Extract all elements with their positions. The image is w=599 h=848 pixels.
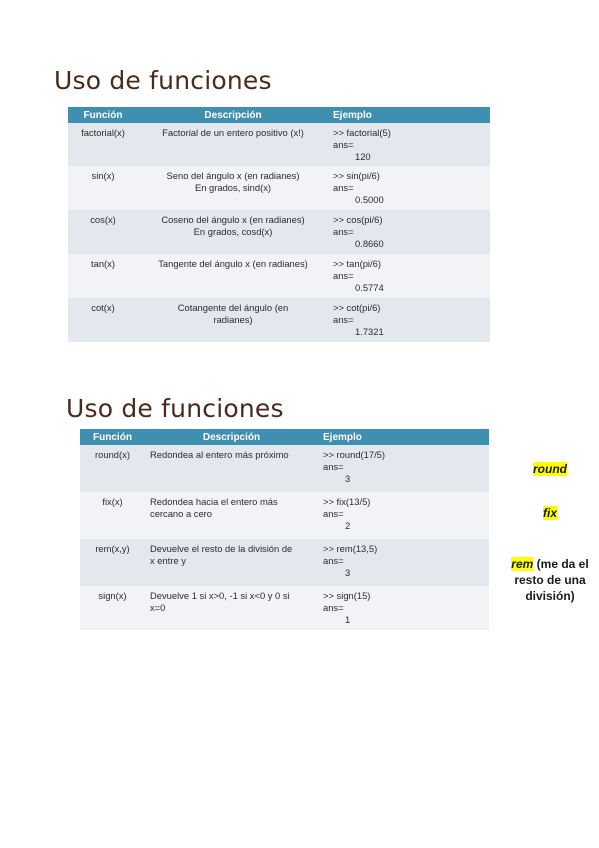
example-ans-label: ans= [333,139,354,150]
example-ans-label: ans= [333,270,354,281]
example-command: >> sign(15) [323,590,371,601]
col-header-funcion: Función [80,429,145,445]
description-cell [145,445,318,492]
example-result: 2 [345,520,351,531]
table-row [80,586,489,630]
slide2-table [80,429,489,630]
description-line: x entre y [150,555,186,566]
function-cell: fix(x) [80,492,145,539]
example-result: 0.5774 [355,282,384,293]
table-row [68,298,490,342]
description-line: Cotangente del ángulo (en [177,302,289,313]
example-cell [318,586,489,630]
table-row [68,123,490,166]
note-fix [500,506,599,520]
description-line: Coseno del ángulo x (en radianes) [161,214,305,225]
example-ans-label: ans= [323,602,344,613]
description-line: x=0 [150,602,166,613]
example-result: 3 [345,473,351,484]
description-cell [145,539,318,586]
example-result: 0.8660 [355,238,384,249]
note-rem [500,556,599,604]
function-cell: factorial(x) [68,123,138,166]
slide2-title: Uso de funciones [66,394,284,423]
description-line: Redondea hacia el entero más [150,496,278,507]
description-line: Factorial de un entero positivo (x!) [162,127,304,138]
example-ans-label: ans= [323,555,344,566]
col-header-descripcion: Descripción [145,429,318,445]
description-line: radianes) [213,314,253,325]
example-cell [328,254,490,298]
example-ans-label: ans= [333,226,354,237]
table-row [80,539,489,586]
description-line: Redondea al entero más próximo [150,449,289,460]
function-cell: round(x) [80,445,145,492]
table-row [80,492,489,539]
note-rem-text: (me da el resto de una división) [514,557,589,603]
description-line: En grados, cosd(x) [193,226,273,237]
example-command: >> sin(pi/6) [333,170,380,181]
note-fix-label: fix [542,506,557,520]
example-cell [328,210,490,254]
description-line: cercano a cero [150,508,213,519]
description-cell [145,492,318,539]
note-round [500,462,599,476]
function-cell: cos(x) [68,210,138,254]
example-cell [318,539,489,586]
function-cell: tan(x) [68,254,138,298]
description-cell [145,586,318,630]
col-header-descripcion: Descripción [138,107,328,123]
note-rem-label: rem [511,557,534,571]
function-cell: sign(x) [80,586,145,630]
example-ans-label: ans= [323,461,344,472]
description-cell [138,123,328,166]
slide1-title: Uso de funciones [54,66,272,95]
table-row [80,445,489,492]
table-row [68,166,490,210]
description-line: Seno del ángulo x (en radianes) [166,170,300,181]
example-command: >> tan(pi/6) [333,258,381,269]
example-cell [318,492,489,539]
example-cell [328,123,490,166]
description-line: Devuelve 1 si x>0, -1 si x<0 y 0 si [150,590,290,601]
function-cell: rem(x,y) [80,539,145,586]
example-command: >> cot(pi/6) [333,302,381,313]
description-line: Tangente del ángulo x (en radianes) [158,258,308,269]
example-cell [318,445,489,492]
example-command: >> round(17/5) [323,449,386,460]
example-ans-label: ans= [333,314,354,325]
example-command: >> cos(pi/6) [333,214,383,225]
col-header-ejemplo: Ejemplo [328,107,490,123]
description-line: En grados, sind(x) [194,182,272,193]
table-row [68,210,490,254]
example-command: >> rem(13,5) [323,543,378,554]
col-header-funcion: Función [68,107,138,123]
description-cell [138,166,328,210]
col-header-ejemplo: Ejemplo [318,429,489,445]
description-line: Devuelve el resto de la división de [150,543,293,554]
example-ans-label: ans= [323,508,344,519]
description-cell [138,298,328,342]
function-cell: sin(x) [68,166,138,210]
table-row [68,254,490,298]
example-result: 120 [355,151,371,162]
example-cell [328,298,490,342]
example-result: 1.7321 [355,326,384,337]
example-command: >> factorial(5) [333,127,391,138]
example-result: 3 [345,567,351,578]
example-result: 1 [345,614,351,625]
example-result: 0.5000 [355,194,384,205]
example-cell [328,166,490,210]
slide1-table [68,107,490,342]
note-round-label: round [533,462,567,476]
description-cell [138,210,328,254]
example-command: >> fix(13/5) [323,496,371,507]
description-cell [138,254,328,298]
function-cell: cot(x) [68,298,138,342]
example-ans-label: ans= [333,182,354,193]
